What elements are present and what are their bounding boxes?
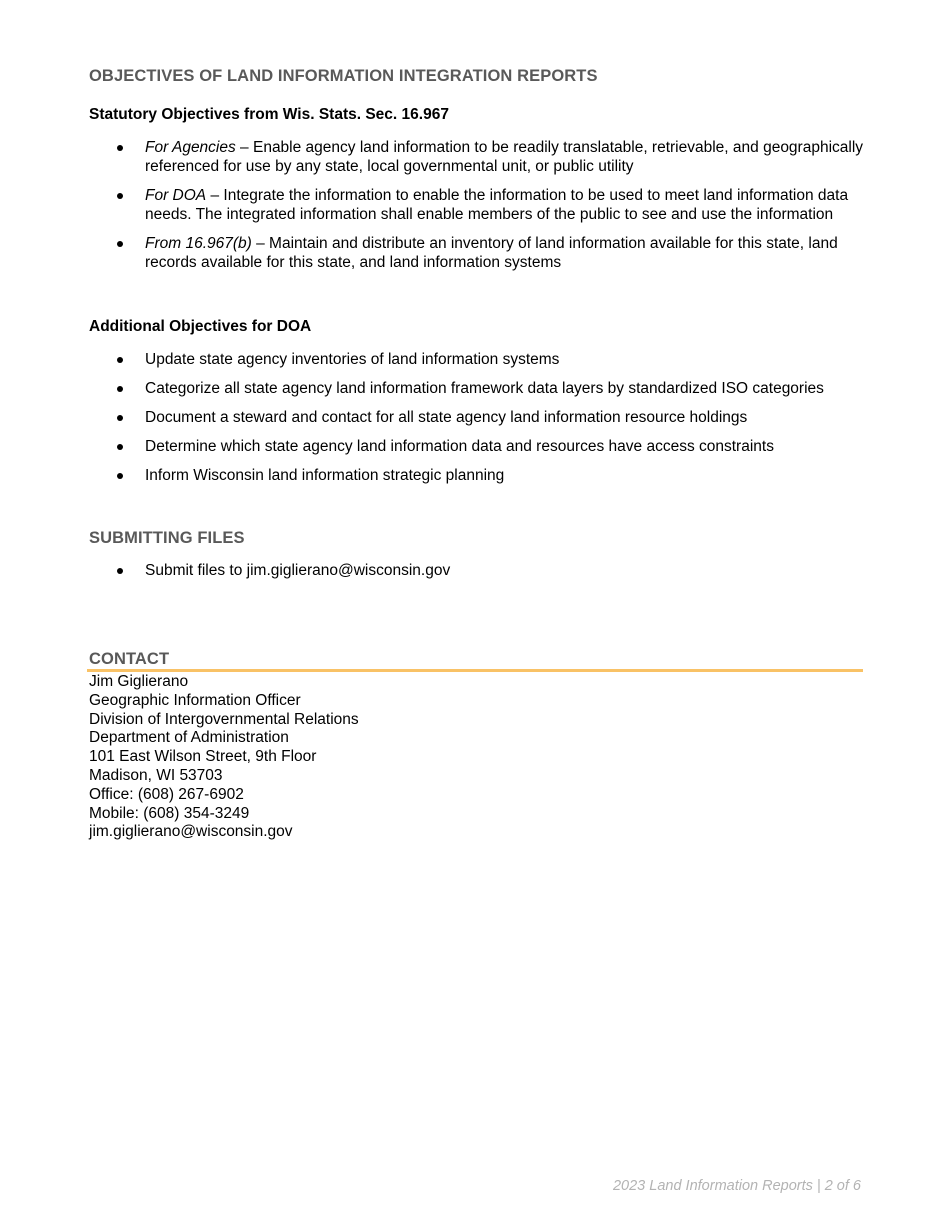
bullet-icon — [117, 193, 123, 199]
submitting-files-list — [89, 561, 869, 590]
bullet-icon — [117, 568, 123, 574]
bullet-icon — [117, 444, 123, 450]
contact-heading: CONTACT — [89, 650, 170, 668]
bullet-icon — [117, 145, 123, 151]
submitting-files-heading: SUBMITTING FILES — [89, 529, 245, 547]
list-item — [89, 466, 889, 485]
item-lead: For Agencies — [145, 139, 236, 156]
contact-title: Geographic Information Officer — [89, 691, 301, 709]
item-text: Determine which state agency land information data and resources have access constraints — [145, 438, 774, 455]
contact-street: 101 East Wilson Street, 9th Floor — [89, 748, 317, 766]
list-item — [89, 408, 889, 427]
item-text: Update state agency inventories of land information systems — [145, 351, 560, 368]
list-item — [89, 350, 889, 369]
list-item — [89, 437, 889, 456]
contact-mobile-phone: Mobile: (608) 354-3249 — [89, 804, 250, 822]
additional-objectives-heading: Additional Objectives for DOA — [89, 318, 312, 335]
item-text: Submit files to jim.giglierano@wisconsin.gov — [145, 562, 451, 579]
item-lead: For DOA — [145, 187, 207, 204]
contact-card — [89, 673, 359, 842]
statutory-objectives-heading: Statutory Objectives from Wis. Stats. Sec. 16.967 — [89, 106, 449, 123]
objectives-heading: OBJECTIVES OF LAND INFORMATION INTEGRATION REPORTS — [89, 67, 598, 85]
item-text: – Enable agency land information to be readily translatable, retrievable, and geographically referenced for use by any state, local governmental unit, or public utility — [145, 139, 864, 175]
bullet-icon — [117, 473, 123, 479]
contact-office-phone: Office: (608) 267-6902 — [89, 785, 244, 803]
bullet-icon — [117, 241, 123, 247]
list-item — [89, 234, 869, 272]
bullet-icon — [117, 386, 123, 392]
list-item — [89, 379, 889, 398]
item-text: Inform Wisconsin land information strategic planning — [145, 467, 505, 484]
contact-city: Madison, WI 53703 — [89, 766, 223, 784]
contact-name: Jim Giglierano — [89, 673, 189, 690]
additional-objectives-list — [89, 350, 889, 495]
page-footer: 2023 Land Information Reports | 2 of 6 — [612, 1178, 861, 1194]
contact-division: Division of Intergovernmental Relations — [89, 710, 359, 728]
list-item — [89, 138, 869, 176]
list-item — [89, 186, 869, 224]
contact-department: Department of Administration — [89, 729, 289, 747]
item-text: Categorize all state agency land information framework data layers by standardized ISO categories — [145, 380, 824, 397]
item-lead: From 16.967(b) — [145, 235, 252, 252]
bullet-icon — [117, 357, 123, 363]
item-text: – Maintain and distribute an inventory of land information available for this state, land records available for this state, and land information systems — [145, 235, 838, 271]
list-item — [89, 561, 869, 580]
bullet-icon — [117, 415, 123, 421]
statutory-objectives-list — [89, 138, 869, 282]
contact-email: jim.giglierano@wisconsin.gov — [89, 823, 293, 841]
contact-divider — [87, 669, 863, 672]
item-text: – Integrate the information to enable the information to be used to meet land information data needs. The integrated information shall enable members of the public to see and use the information — [145, 187, 849, 223]
item-text: Document a steward and contact for all state agency land information resource holdings — [145, 409, 748, 426]
